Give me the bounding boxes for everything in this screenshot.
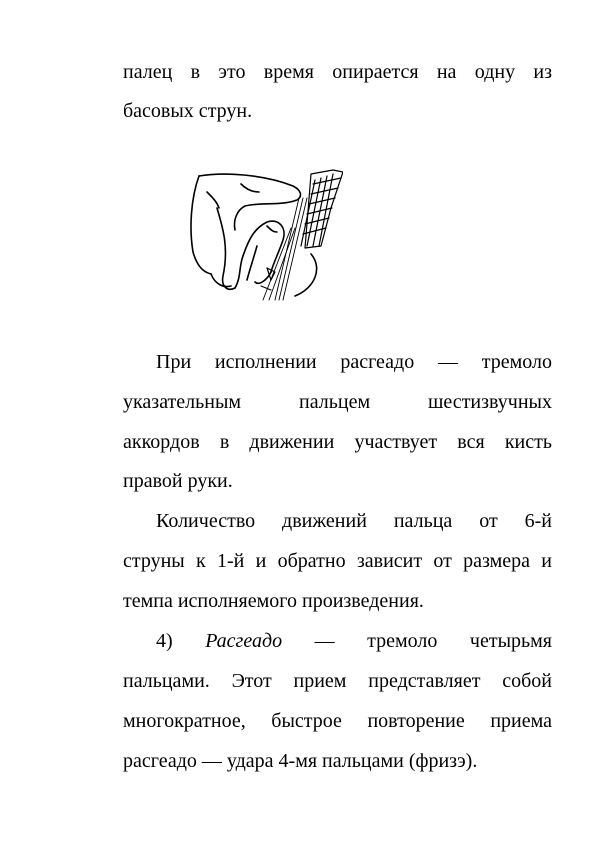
list-number: 4)	[156, 630, 173, 652]
term-rasgueado: Расгеадо	[205, 630, 283, 652]
paragraph-4-line-2: пальцами. Этот прием представляет собой	[123, 670, 552, 692]
paragraph-2-line-1: При исполнении расгеадо — тремоло	[156, 351, 552, 373]
paragraph-4-line-4: расгеадо — удара 4-мя пальцами (фризэ).	[123, 750, 478, 772]
paragraph-3-line-2: струны к 1-й и обратно зависит от размера и	[123, 550, 552, 572]
dash: —	[314, 630, 335, 652]
paragraph-2-line-4: правой руки.	[123, 470, 233, 492]
paragraph-4-line-3: многократное, быстрое повторение приема	[123, 710, 552, 732]
paragraph-2-line-3: аккордов в движении участвует вся кисть	[123, 431, 552, 453]
word-tremolo: тремоло	[367, 630, 438, 652]
paragraph-1-line-1: палец в это время опирается на одну из	[123, 61, 552, 83]
paragraph-2-line-2: указательным пальцем шестизвучных	[123, 391, 552, 413]
hand-on-guitar-strings-illustration	[183, 168, 343, 308]
paragraph-3-line-1: Количество движений пальца от 6-й	[156, 510, 552, 532]
paragraph-4-line-1	[156, 629, 552, 653]
word-four: четырьмя	[469, 630, 552, 652]
paragraph-3-line-3: темпа исполняемого произведения.	[123, 590, 424, 612]
paragraph-1-line-2: басовых струн.	[123, 100, 253, 122]
